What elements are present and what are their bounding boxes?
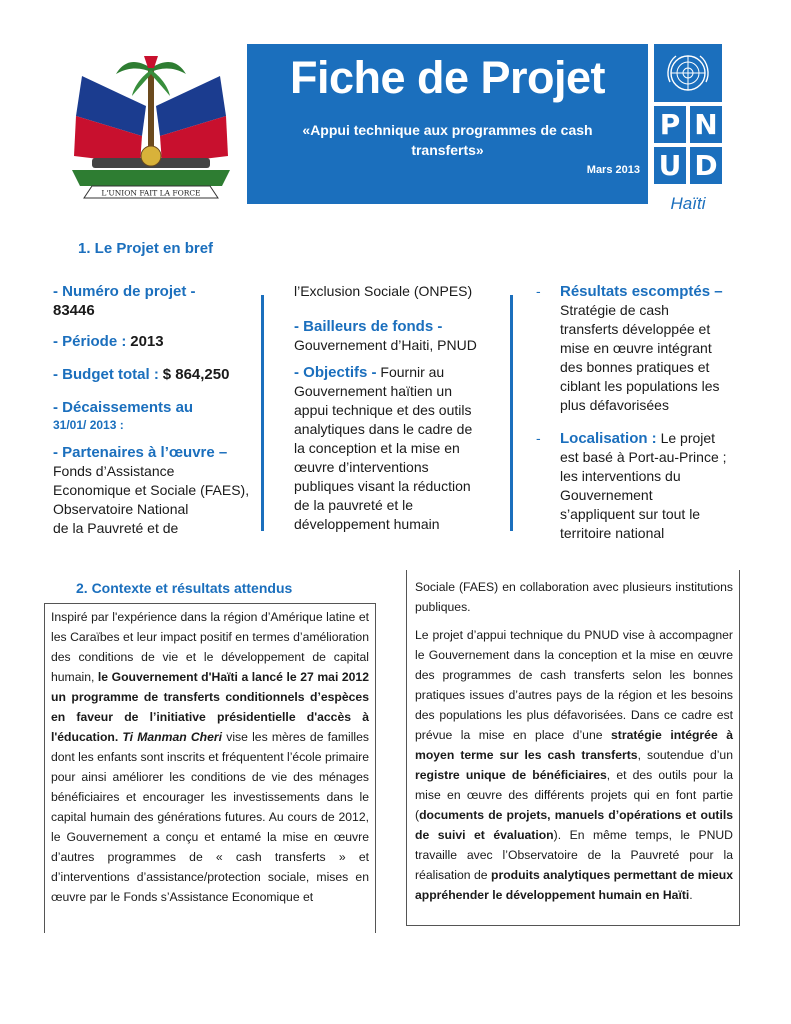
resultats-dash: - [536, 283, 541, 299]
context-right-text: . [689, 888, 693, 902]
objectifs-line: la conception et la mise en [294, 440, 460, 456]
budget-label: - Budget total : [53, 366, 159, 383]
resultats-label: Résultats escomptés – [560, 283, 723, 300]
publication-date: Mars 2013 [586, 164, 640, 176]
bailleurs-label: - Bailleurs de fonds - [294, 318, 443, 335]
objectifs-label: - Objectifs - [294, 364, 377, 381]
section1-heading: 1. Le Projet en bref [78, 240, 214, 257]
objectifs-line: Gouvernement haïtien un [294, 383, 452, 399]
context-right-bold: produits analytiques permettant de mieux appréhender le développement humain en Haïti [415, 868, 733, 902]
page-title: Fiche de Projet [289, 52, 606, 103]
undp-letter-p: P [654, 106, 686, 143]
context-left-text: vise les mères de familles dont les enfants sont inscrits et fréquentent l’école primaire pour ainsi améliorer les conditions de vie des ménages bénéficiaires et encourager les investissements dans le capital humain des générations futures. Au cours de 2012, le Gouvernement a conçu et entamé la mise en œuvre d’autres programmes de « cash transferts » et d’interventions d’assistance/protection sociale, mises en œuvre par le Fonds s’Assistance Economique et [51, 730, 369, 904]
title-banner [247, 44, 648, 204]
context-text-left [51, 607, 369, 915]
context-right-bold: registre unique de bénéficiaires [415, 768, 607, 782]
localisation-line: s’appliquent sur tout le [560, 506, 701, 522]
partenaires-line: Economique et Sociale (FAES), [53, 482, 250, 498]
objectifs-line: appui technique et des outils [294, 402, 472, 418]
undp-letter-u: U [654, 147, 686, 184]
budget-value: $ 864,250 [162, 366, 230, 383]
bailleurs-value: Gouvernement d’Haiti, PNUD [294, 337, 477, 353]
haiti-coat-of-arms-icon [62, 46, 240, 206]
partenaires-line: de la Pauvreté et de [53, 520, 179, 536]
project-summary-col3 [536, 282, 741, 543]
project-summary-col1 [53, 282, 263, 538]
context-left-text: Inspiré par l'expérience dans la région d’Amérique latine et les Caraïbes et leur impact positif en termes d’amélioration des conditions de vie et le développement de capital humain, [51, 610, 369, 684]
context-text-right [415, 577, 733, 913]
resultats-line: ciblant les populations les [560, 378, 720, 394]
undp-letter-n: N [690, 106, 722, 143]
localisation-line: territoire national [560, 525, 665, 541]
context-right-bold: documents de projets, manuels d’opérations et outils de suivi et évaluation [415, 808, 733, 842]
numero-label: - Numéro de projet - [53, 283, 196, 300]
un-emblem-icon [654, 44, 722, 102]
context-right-text: , soutendue d’un [637, 748, 733, 762]
numero-value: 83446 [53, 302, 95, 319]
column-divider [261, 295, 264, 531]
context-left-bold: le Gouvernement d'Haïti a lancé le 27 mai 2012 un programme de transferts conditionnels d’espèces en faveur de l’initiative présidentielle d'accès à l'éducation. [51, 670, 369, 744]
objectifs-line: publiques visant la réduction [294, 478, 471, 494]
objectifs-line: œuvre d’interventions [294, 459, 429, 475]
decaissements-label: - Décaissements au [53, 399, 194, 416]
column-divider [510, 295, 513, 531]
objectifs-line: analytiques dans le cadre de [294, 421, 473, 437]
resultats-line: mise en œuvre intégrant [560, 340, 712, 356]
localisation-dash: - [536, 430, 541, 446]
partenaires-line: Fonds d’Assistance [53, 463, 175, 479]
resultats-line: plus défavorisées [560, 397, 669, 413]
context-right-text: , et des outils pour la mise en œuvre des différents projets qui en font partie ( [415, 768, 733, 822]
context-right-text: Le projet d’appui technique du PNUD vise à accompagner le Gouvernement dans la conception et la mise en œuvre des programmes de cash transferts selon les bonnes pratiques issues d’autres pays de la région et les besoins des populations les plus défavorisées. Dans ce cadre est prévue la mise en place d’une [415, 628, 733, 742]
partenaires-line: Observatoire National [53, 501, 189, 517]
resultats-line: transferts développée et [560, 321, 711, 337]
localisation-line: est basé à Port-au-Prince ; [560, 449, 727, 465]
periode-label: - Période : [53, 333, 127, 350]
undp-country: Haïti [670, 194, 706, 213]
periode-value: 2013 [130, 333, 164, 350]
project-subtitle: «Appui technique aux programmes de cash transferts» [302, 122, 593, 158]
context-right-bold: stratégie intégrée à moyen terme sur les cash transferts [415, 728, 734, 762]
section2-heading: 2. Contexte et résultats attendus [76, 580, 293, 596]
undp-letter-d: D [690, 147, 722, 184]
undp-logo [654, 44, 722, 220]
objectifs-line: Fournir au [380, 364, 445, 380]
context-right-para1: Sociale (FAES) en collaboration avec plusieurs institutions publiques. [415, 580, 733, 614]
coat-motto: L'UNION FAIT LA FORCE [101, 188, 201, 198]
resultats-line: des bonnes pratiques et [560, 359, 710, 375]
localisation-line: Gouvernement [560, 487, 653, 503]
resultats-line: Stratégie de cash [560, 302, 669, 318]
project-summary-col2 [294, 282, 504, 534]
context-left-program-name: Ti Manman Cheri [118, 730, 223, 744]
localisation-label: Localisation : [560, 430, 657, 447]
partenaires-continuation: l’Exclusion Sociale (ONPES) [294, 283, 473, 299]
decaissements-date: 31/01/ 2013 : [53, 418, 124, 432]
localisation-line: les interventions du [560, 468, 681, 484]
context-right-text: ). En même temps, le PNUD travaille avec l’Observatoire de la Pauvreté pour la réalisation de [415, 828, 733, 882]
objectifs-line: de la pauvreté et le [294, 497, 414, 513]
localisation-line: Le projet [660, 430, 716, 446]
objectifs-line: développement humain [294, 516, 440, 532]
partenaires-label: - Partenaires à l’œuvre – [53, 444, 228, 461]
